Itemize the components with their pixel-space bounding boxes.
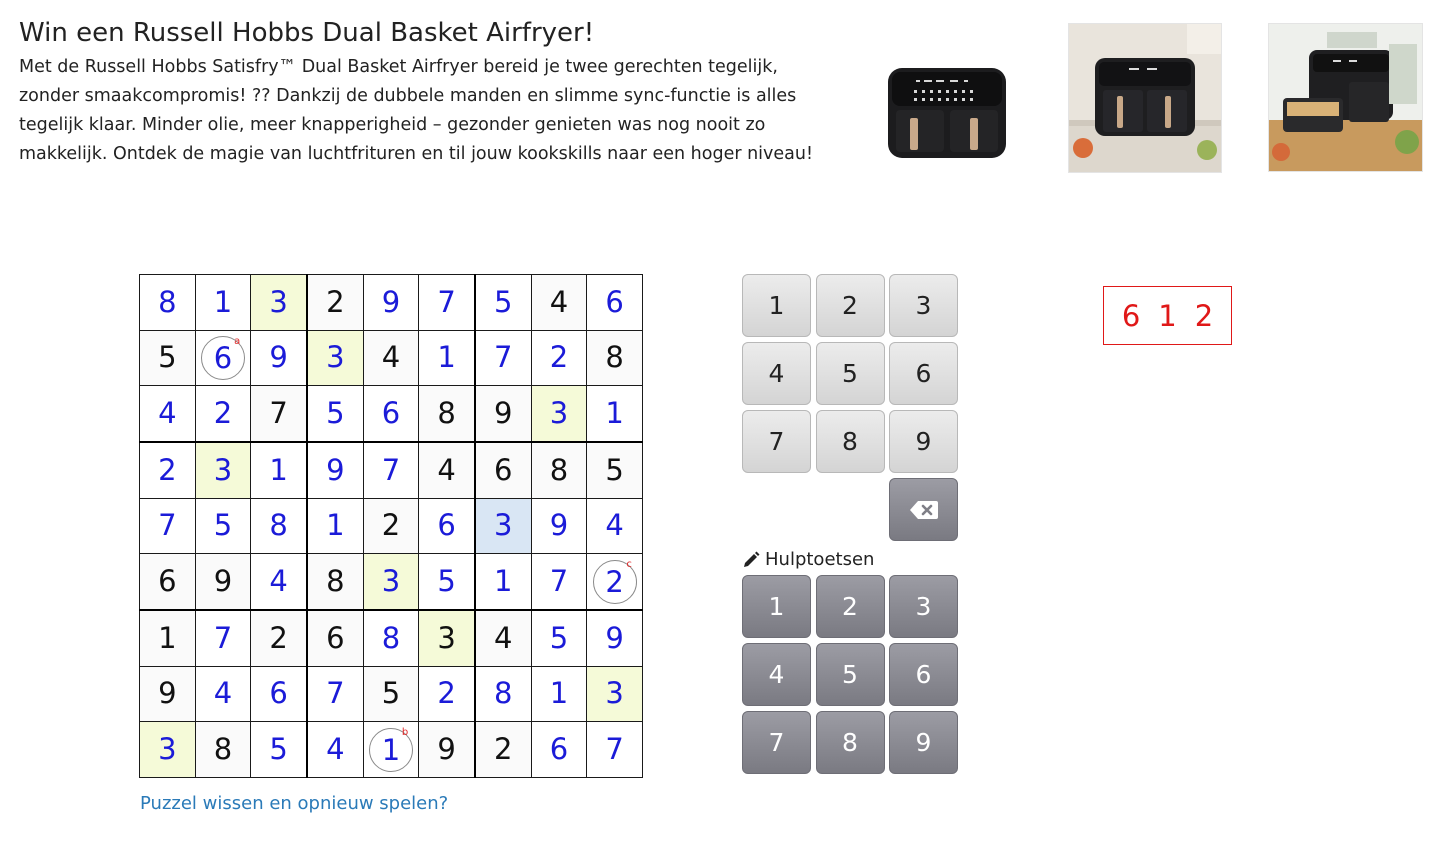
backspace-button[interactable] [889,478,958,541]
key-9[interactable]: 9 [889,410,958,473]
sudoku-cell[interactable] [587,722,643,778]
sudoku-cell[interactable] [419,610,475,666]
grid-row [140,554,643,610]
cell-value: 2 [213,396,233,431]
cell-value: 2 [326,284,345,319]
key-2[interactable]: 2 [816,274,885,337]
sudoku-cell[interactable] [195,610,251,666]
key-1[interactable]: 1 [742,274,811,337]
sudoku-cell[interactable] [587,666,643,722]
helper-key-9[interactable]: 9 [889,711,958,774]
sudoku-cell[interactable] [307,666,363,722]
product-image-3[interactable] [1268,23,1423,172]
cell-value: 2 [381,508,401,543]
sudoku-cell[interactable] [251,666,307,722]
sudoku-cell[interactable] [307,722,363,778]
cell-value: 3 [494,508,513,543]
cell-value: 3 [549,396,569,431]
cell-value: 1 [605,396,624,431]
grid-row [140,386,643,442]
product-image-1[interactable] [869,23,1023,173]
helper-label-text: Hulptoetsen [765,549,875,570]
answer-code [1103,286,1232,345]
sudoku-cell[interactable] [251,275,307,331]
grid-row [140,498,643,554]
cell-value: 4 [326,732,345,767]
grid-row [140,610,643,666]
sudoku-cell[interactable] [140,554,196,610]
cell-value: 7 [269,396,288,431]
cell-value: 4 [158,396,177,431]
sudoku-cell[interactable] [251,330,307,386]
cell-value: 9 [158,676,177,711]
key-7[interactable]: 7 [742,410,811,473]
cell-value: 3 [605,676,624,711]
sudoku-cell[interactable] [363,610,419,666]
cell-value: 1 [326,508,345,543]
cell-value: 3 [326,340,345,375]
sudoku-cell[interactable] [140,442,196,498]
sudoku-cell[interactable] [419,330,475,386]
cell-value: 8 [213,732,233,767]
grid-row [140,330,643,386]
sudoku-cell[interactable] [195,666,251,722]
sudoku-cell[interactable] [195,498,251,554]
helper-key-3[interactable]: 3 [889,575,958,638]
grid-row [140,275,643,331]
sudoku-cell[interactable] [251,722,307,778]
sudoku-cell[interactable] [475,386,531,442]
cell-value: 2 [269,620,288,655]
answer-digit-b: 1 [1158,298,1177,333]
sudoku-cell[interactable] [363,442,419,498]
grid-row [140,722,643,778]
sudoku-cell[interactable] [587,386,643,442]
sudoku-cell[interactable] [419,554,475,610]
cell-value: 5 [437,564,456,599]
sudoku-cell[interactable] [475,722,531,778]
sudoku-cell[interactable] [475,666,531,722]
sudoku-cell[interactable] [475,442,531,498]
sudoku-cell[interactable] [307,275,363,331]
answer-digit-c: 2 [1194,298,1214,333]
sudoku-cell[interactable] [531,386,587,442]
cell-marker-tag: c [626,559,632,571]
cell-value: 4 [381,340,401,375]
sudoku-cell[interactable] [251,386,307,442]
sudoku-cell[interactable] [363,330,419,386]
cell-value: 8 [494,676,513,711]
helper-key-5[interactable]: 5 [816,643,885,706]
cell-value: 2 [593,560,637,604]
cell-value: 7 [549,564,569,599]
cell-value: 9 [437,732,456,767]
cell-value: 5 [381,676,401,711]
cell-value: 8 [158,284,177,319]
sudoku-cell[interactable] [531,275,587,331]
cell-value: 4 [494,620,513,655]
sudoku-cell[interactable] [140,386,196,442]
sudoku-cell[interactable] [475,498,531,554]
cell-value: 1 [369,728,413,772]
cell-value: 1 [437,340,456,375]
sudoku-cell[interactable] [251,442,307,498]
cell-value: 8 [269,508,288,543]
cell-value: 4 [549,284,569,319]
cell-value: 8 [437,396,456,431]
sudoku-cell[interactable] [419,442,475,498]
sudoku-grid [139,274,643,778]
sudoku-cell[interactable] [475,330,531,386]
cell-value: 1 [269,452,288,487]
grid-row [140,666,643,722]
cell-value: 7 [326,676,345,711]
prize-description: Met de Russell Hobbs Satisfry™ Dual Basket Airfryer bereid je twee gerechten tegelijk, zonder smaakcompromis! ?? Dankzij de dubbele manden en slimme sync-functie is alles tegelijk klaar. Minder olie, meer knapperigheid – gezonder genieten was nog nooit zo makkelijk. Ontdek de magie van luchtfrituren en til jouw kookskills naar een hoger niveau! [19,57,814,164]
helper-key-8[interactable]: 8 [816,711,885,774]
sudoku-cell[interactable] [475,554,531,610]
cell-value: 6 [549,732,569,767]
cell-value: 6 [494,452,513,487]
sudoku-cell[interactable] [140,610,196,666]
sudoku-cell[interactable] [195,330,251,386]
sudoku-cell[interactable] [419,722,475,778]
sudoku-cell[interactable] [140,330,196,386]
cell-value: 9 [549,508,569,543]
cell-value: 5 [269,732,288,767]
sudoku-cell[interactable] [195,722,251,778]
sudoku-cell[interactable] [307,330,363,386]
sudoku-cell[interactable] [475,610,531,666]
cell-value: 9 [269,340,288,375]
product-image-2[interactable] [1068,23,1222,173]
key-4[interactable]: 4 [742,342,811,405]
cell-value: 3 [158,732,177,767]
helper-key-1[interactable]: 1 [742,575,811,638]
sudoku-cell[interactable] [251,610,307,666]
number-keypad [742,274,958,541]
sudoku-cell[interactable] [363,666,419,722]
cell-value: 5 [158,340,177,375]
sudoku-cell[interactable] [419,275,475,331]
sudoku-cell[interactable] [140,722,196,778]
sudoku-cell[interactable] [307,554,363,610]
cell-value: 1 [213,284,233,319]
cell-value: 3 [437,620,456,655]
sudoku-cell[interactable] [363,554,419,610]
cell-value: 1 [158,620,177,655]
cell-value: 7 [605,732,624,767]
cell-value: 8 [605,340,624,375]
sudoku-cell[interactable] [363,498,419,554]
cell-value: 4 [269,564,288,599]
cell-marker-tag: a [234,335,241,347]
sudoku-cell[interactable] [140,275,196,331]
cell-value: 7 [381,452,401,487]
cell-value: 4 [605,508,624,543]
sudoku-cell[interactable] [307,386,363,442]
sudoku-cell[interactable] [419,666,475,722]
cell-value: 2 [158,452,177,487]
reset-puzzle-link[interactable]: Puzzel wissen en opnieuw spelen? [140,793,449,814]
cell-value: 8 [326,564,345,599]
sudoku-cell[interactable] [251,498,307,554]
key-5[interactable]: 5 [816,342,885,405]
sudoku-cell[interactable] [140,666,196,722]
sudoku-cell[interactable] [363,386,419,442]
helper-keys-label [742,549,874,570]
cell-value: 8 [549,452,569,487]
sudoku-cell[interactable] [475,275,531,331]
sudoku-cell[interactable] [195,386,251,442]
cell-value: 2 [549,340,569,375]
sudoku-cell[interactable] [587,610,643,666]
cell-value: 5 [605,452,624,487]
cell-value: 7 [437,284,456,319]
cell-value: 3 [381,564,401,599]
cell-value: 6 [605,284,624,319]
cell-value: 9 [381,284,401,319]
cell-value: 5 [213,508,233,543]
cell-value: 9 [326,452,345,487]
page-title: Win een Russell Hobbs Dual Basket Airfryer! [19,18,595,48]
helper-keypad [742,575,958,774]
cell-value: 5 [549,620,569,655]
cell-value: 6 [437,508,456,543]
sudoku-cell[interactable] [531,330,587,386]
sudoku-cell[interactable] [363,722,419,778]
sudoku-cell[interactable] [531,442,587,498]
cell-value: 9 [213,564,233,599]
cell-value: 7 [158,508,177,543]
cell-value: 2 [494,732,513,767]
cell-value: 7 [494,340,513,375]
cell-value: 5 [494,284,513,319]
cell-value: 1 [494,564,513,599]
cell-value: 3 [269,284,288,319]
sudoku-cell[interactable] [195,275,251,331]
sudoku-cell[interactable] [587,330,643,386]
sudoku-cell[interactable] [195,442,251,498]
key-3[interactable]: 3 [889,274,958,337]
sudoku-cell[interactable] [195,554,251,610]
cell-value: 6 [269,676,288,711]
cell-value: 1 [549,676,569,711]
sudoku-cell[interactable] [531,666,587,722]
cell-value: 3 [213,452,233,487]
cell-value: 6 [158,564,177,599]
sudoku-cell[interactable] [363,275,419,331]
pencil-icon [742,551,760,569]
sudoku-cell[interactable] [307,442,363,498]
sudoku-cell[interactable] [307,610,363,666]
key-6[interactable]: 6 [889,342,958,405]
cell-value: 9 [494,396,513,431]
cell-marker-tag: b [401,727,409,739]
cell-value: 6 [381,396,401,431]
sudoku-cell[interactable] [251,554,307,610]
helper-key-6[interactable]: 6 [889,643,958,706]
cell-value: 2 [437,676,456,711]
sudoku-cell[interactable] [531,498,587,554]
sudoku-cell[interactable] [531,610,587,666]
sudoku-cell[interactable] [307,498,363,554]
grid-row [140,442,643,498]
answer-digit-a: 6 [1121,298,1141,333]
cell-value: 4 [213,676,233,711]
cell-value: 6 [326,620,345,655]
cell-value: 7 [213,620,233,655]
sudoku-cell[interactable] [419,498,475,554]
sudoku-cell[interactable] [587,554,643,610]
cell-value: 5 [326,396,345,431]
sudoku-cell[interactable] [587,275,643,331]
sudoku-cell[interactable] [587,442,643,498]
helper-key-7[interactable]: 7 [742,711,811,774]
helper-key-4[interactable]: 4 [742,643,811,706]
sudoku-cell[interactable] [140,498,196,554]
cell-value: 4 [437,452,456,487]
sudoku-cell[interactable] [531,554,587,610]
cell-value: 6 [201,336,245,380]
sudoku-cell[interactable] [587,498,643,554]
key-8[interactable]: 8 [816,410,885,473]
backspace-icon [909,500,939,520]
cell-value: 8 [381,620,401,655]
sudoku-cell[interactable] [419,386,475,442]
cell-value: 9 [605,620,624,655]
helper-key-2[interactable]: 2 [816,575,885,638]
sudoku-cell[interactable] [531,722,587,778]
